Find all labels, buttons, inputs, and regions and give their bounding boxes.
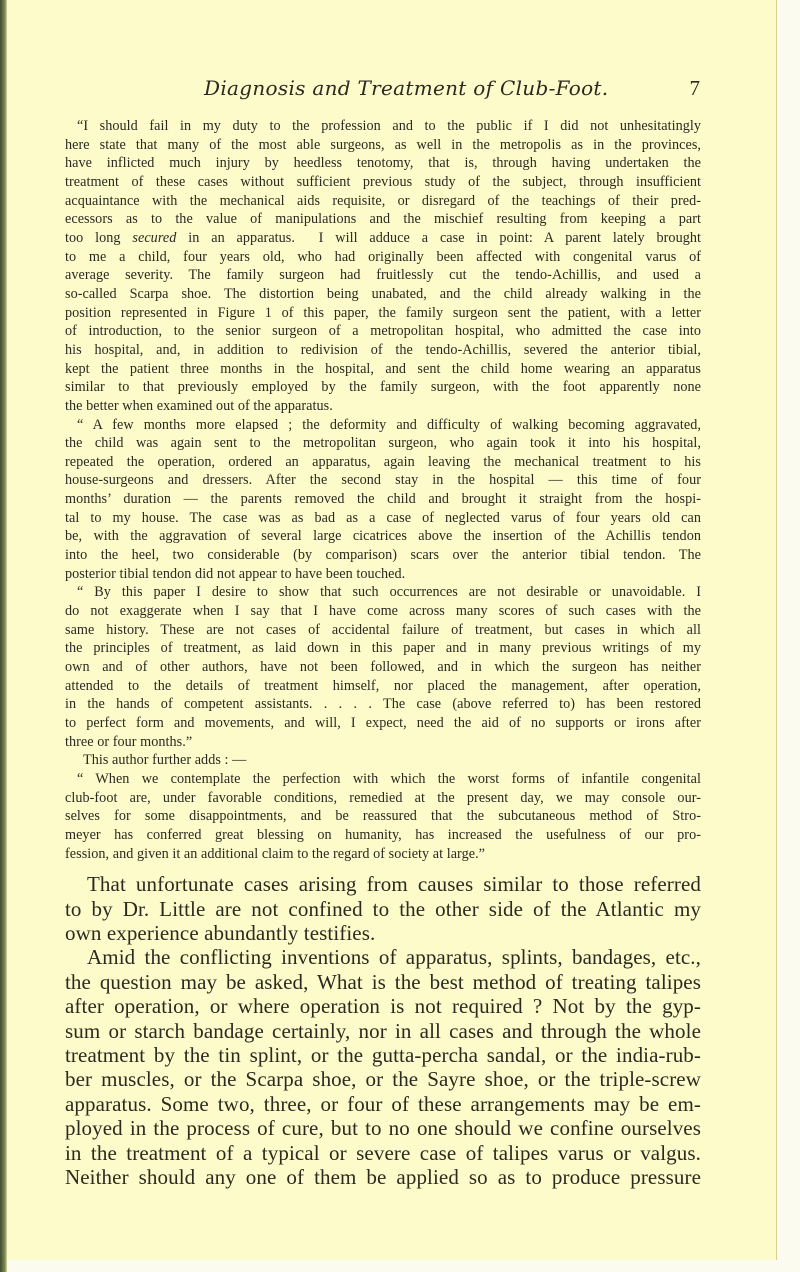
text-line: This author further adds : —	[83, 752, 247, 769]
text-line: ecessors as to the value of manipulations and the mischief resulting from keeping a part	[65, 211, 701, 228]
text-line: his hospital, and, in addition to redivision of the tendo-Achillis, severed the anterior tibial,	[65, 341, 701, 358]
text-line: fession, and given it an additional claim to the regard of society at large.”	[65, 845, 486, 862]
text-line: same history. These are not cases of accidental failure of treatment, but cases in which all	[65, 621, 701, 638]
text-line: acquaintance with the mechanical aids requisite, or disregard of the teachings of their pred-	[65, 192, 701, 209]
text-line	[65, 229, 701, 248]
text-line: selves for some disappointments, and be reassured that the subcutaneous method of Stro-	[65, 808, 701, 825]
text-line: to me a child, four years old, who had originally been affected with congenital varus of	[65, 248, 701, 265]
text-line: house-surgeons and dressers. After the second stay in the hospital — this time of four	[65, 472, 701, 489]
text-line: months’ duration — the parents removed the child and brought it straight from the hospi-	[65, 491, 701, 508]
main-text	[65, 872, 701, 1189]
text-line: posterior tibial tendon did not appear to have been touched.	[65, 565, 406, 582]
text-line: repeated the operation, ordered an apparatus, again leaving the mechanical treatment to his	[65, 453, 701, 470]
page-number: 7	[689, 76, 700, 100]
text-line: “ A few months more elapsed ; the deformity and difficulty of walking becoming aggravated,	[77, 416, 701, 433]
text-line: similar to that previously employed by the family surgeon, with the foot apparently none	[65, 379, 701, 396]
text-line: the principles of treatment, as laid down in this paper and in many previous writings of my	[65, 640, 701, 657]
text-line: kept the patient three months in the hospital, and sent the child home wearing an apparatus	[65, 360, 701, 377]
text-line: own experience abundantly testifies.	[65, 921, 376, 946]
text-line: “I should fail in my duty to the profession and to the public if I did not unhesitatingly	[77, 118, 701, 134]
text-line: treatment by the tin splint, or the gutta-percha sandal, or the india-rub-	[65, 1042, 701, 1067]
paragraph	[65, 416, 701, 584]
text-line: three or four months.”	[65, 733, 193, 750]
text-line: club-foot are, under favorable conditions, remedied at the present day, we may console our-	[65, 789, 701, 806]
text-line: to by Dr. Little are not confined to the other side of the Atlantic my	[65, 896, 701, 921]
text-line: the child was again sent to the metropolitan surgeon, who again took it into his hospital,	[65, 435, 701, 452]
text-line: tal to my house. The case was as bad as a case of neglected varus of four years old can	[65, 509, 701, 526]
book-spine-edge	[0, 0, 7, 1272]
paragraph	[65, 117, 701, 416]
text-line: here state that many of the most able surgeons, as well in the metropolis as in the provinces,	[65, 136, 701, 153]
text-line: Neither should any one of them be applied so as to produce pressure	[65, 1164, 701, 1189]
text-line: into the heel, two considerable (by comparison) scars over the anterior tibial tendon. The	[65, 547, 701, 564]
text-line: position represented in Figure 1 of this paper, the family surgeon sent the patient, with a letter	[65, 304, 701, 321]
text-line: treatment of these cases without sufficient previous study of the subject, through insufficient	[65, 173, 701, 190]
paragraph	[65, 872, 701, 945]
text-line: meyer has conferred great blessing on humanity, has increased the usefulness of our pro-	[65, 826, 701, 843]
italic-word: secured	[132, 229, 177, 246]
text-line: own and of other authors, have not been followed, and in which the surgeon has neither	[65, 659, 701, 676]
text-line: attended to the details of treatment himself, nor placed the management, after operation,	[65, 677, 701, 694]
text-line: the question may be asked, What is the best method of treating talipes	[65, 969, 701, 994]
text-line: of introduction, to the senior surgeon of a metropolitan hospital, who admitted the case into	[65, 323, 701, 340]
text-line: sum or starch bandage certainly, nor in all cases and through the whole	[65, 1018, 701, 1043]
text-line: have inflicted much injury by heedless tenotomy, that is, through having undertaken the	[65, 155, 701, 172]
text-line: so-called Scarpa shoe. The distortion being unabated, and the child already walking in the	[65, 285, 701, 302]
paragraph	[65, 583, 701, 751]
paragraph	[65, 770, 701, 863]
text-line: ployed in the process of cure, but to no one should we confine ourselves	[65, 1116, 701, 1141]
text-line: the better when examined out of the apparatus.	[65, 397, 333, 414]
paragraph	[65, 945, 701, 1189]
text-line: in the treatment of a typical or severe case of talipes varus or valgus.	[65, 1140, 701, 1165]
text-line: “ When we contemplate the perfection with which the worst forms of infantile congenital	[77, 770, 701, 787]
text-segment: in an apparatus. I will adduce a case in point: A parent lately brought	[176, 229, 702, 246]
quoted-passage	[65, 117, 701, 863]
text-line: That unfortunate cases arising from causes similar to those referred	[87, 872, 701, 897]
text-line: be, with the aggravation of several large cicatrices above the insertion of the Achillis tendon	[65, 528, 701, 545]
page-body	[65, 117, 701, 1189]
running-title: Diagnosis and Treatment of Club-Foot.	[204, 76, 609, 100]
text-line: ber muscles, or the Scarpa shoe, or the Sayre shoe, or the triple-screw	[65, 1067, 701, 1092]
text-line: do not exaggerate when I say that I have come across many scores of such cases with the	[65, 603, 701, 620]
text-line: in the hands of competent assistants. . . . . The case (above referred to) has been restored	[65, 696, 701, 713]
text-line: “ By this paper I desire to show that such occurrences are not desirable or unavoidable. I	[77, 584, 701, 601]
running-header	[65, 76, 700, 102]
text-line: Amid the conflicting inventions of apparatus, splints, bandages, etc.,	[87, 945, 701, 970]
text-segment: too long	[65, 229, 133, 246]
paragraph	[65, 751, 701, 770]
text-line: average severity. The family surgeon had fruitlessly cut the tendo-Achillis, and used a	[65, 267, 701, 284]
text-line: apparatus. Some two, three, or four of these arrangements may be em-	[65, 1091, 701, 1116]
text-line: after operation, or where operation is not required ? Not by the gyp-	[65, 994, 701, 1019]
text-line: to perfect form and movements, and will, I expect, need the aid of no supports or irons after	[65, 715, 701, 731]
